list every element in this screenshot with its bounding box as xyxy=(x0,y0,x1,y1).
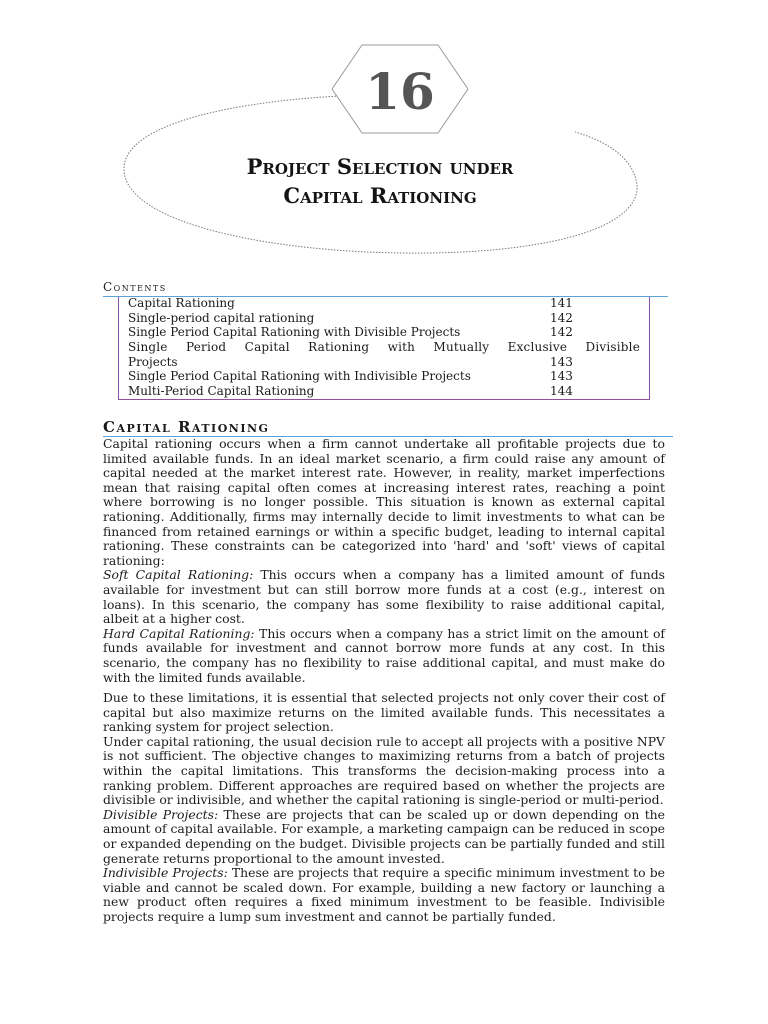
toc-item[interactable] xyxy=(128,296,643,310)
toc-item-page: 143 xyxy=(550,369,573,383)
term-hard-rationing: Hard Capital Rationing: xyxy=(103,625,255,641)
definition-divisible: These are projects that can be scaled up or down depending on the amount of capital available. For example, a marketing campaign can be reduced in scope or expanded depending on the budget. Divisible projects can be partially funded and still generate returns proportional to the amount invested. xyxy=(103,806,665,866)
paragraph-intro: Capital rationing occurs when a firm cannot undertake all profitable projects due to limited available funds. In an ideal market scenario, a firm could raise any amount of capital needed at the market interest rate. However, in reality, market imperfections mean that raising capital often comes at increasing interest rates, reaching a point where borrowing is no longer possible. This situation is known as external capital rationing. Additionally, firms may internally decide to limit investments to what can be financed from retained earnings or within a specific budget, leading to internal capital rationing. These constraints can be categorized into 'hard' and 'soft' views of capital rationing: xyxy=(103,436,665,568)
term-divisible: Divisible Projects: xyxy=(103,806,219,822)
toc-item-title-continued: Projects xyxy=(128,355,178,369)
toc-item-title: Capital Rationing xyxy=(128,296,235,310)
toc-item[interactable] xyxy=(128,311,643,325)
toc-item-continued[interactable] xyxy=(128,355,643,369)
definition-indivisible: These are projects that require a specific minimum investment to be viable and cannot be scaled down. For example, building a new factory or launching a new product often requires a fixed minimum investment to be feasible. Indivisible projects require a lump sum investment and cannot be partially funded. xyxy=(103,865,665,924)
paragraph-limitations: Due to these limitations, it is essential that selected projects not only cover their cost of capital but also maximize returns on the limited available funds. This necessitates a ranking system for project selection. xyxy=(103,690,665,735)
paragraph-hard-rationing xyxy=(103,627,665,685)
toc-item[interactable] xyxy=(128,384,643,398)
chapter-header-decoration xyxy=(0,0,768,300)
toc-item-title: Single-period capital rationing xyxy=(128,311,315,325)
toc-item-page: 143 xyxy=(550,355,573,369)
toc-item-title: Single Period Capital Rationing with Indivisible Projects xyxy=(128,369,471,383)
toc-item[interactable] xyxy=(128,340,643,354)
paragraph-soft-rationing xyxy=(103,568,665,626)
toc-item-title: Multi-Period Capital Rationing xyxy=(128,384,315,398)
contents-heading: Contents xyxy=(103,280,167,294)
paragraph-divisible xyxy=(103,808,665,866)
definition-soft-rationing: This occurs when a company has a limited amount of funds available for investment but can still borrow more funds at a cost (e.g., interest on loans). In this scenario, the company has some flexibility to raise additional capital, albeit at a higher cost. xyxy=(103,567,665,627)
paragraph-decision-rule: Under capital rationing, the usual decision rule to accept all projects with a positive NPV is not sufficient. The objective changes to maximizing returns from a batch of projects within the capital limitations. This transforms the decision-making process into a ranking problem. Different approaches are required based on whether the projects are divisible or indivisible, and whether the capital rationing is single-period or multi-period. xyxy=(103,733,665,808)
term-indivisible: Indivisible Projects: xyxy=(103,865,228,881)
toc-item-page: 142 xyxy=(550,325,573,339)
section-body xyxy=(103,437,665,925)
toc-item[interactable] xyxy=(128,325,643,339)
toc-item-page: 141 xyxy=(550,296,573,310)
paragraph-indivisible xyxy=(103,866,665,924)
chapter-title xyxy=(150,152,610,210)
term-soft-rationing: Soft Capital Rationing: xyxy=(103,567,254,583)
chapter-title-line-2: Capital Rationing xyxy=(283,183,477,208)
chapter-number: 16 xyxy=(365,62,435,121)
toc-item[interactable] xyxy=(128,369,643,383)
section-heading: Capital Rationing xyxy=(103,418,270,436)
toc-item-title: Single Period Capital Rationing with Divisible Projects xyxy=(128,325,461,339)
definition-hard-rationing: This occurs when a company has a strict limit on the amount of funds available for investment and cannot borrow more funds at any cost. In this scenario, the company has no flexibility to raise additional capital, and must make do with the limited funds available. xyxy=(103,625,666,685)
toc-item-page: 142 xyxy=(550,311,573,325)
toc-item-page: 144 xyxy=(550,384,573,398)
toc-item-title: Single Period Capital Rationing with Mutually Exclusive Divisible xyxy=(128,340,640,354)
chapter-title-line-1: Project Selection under xyxy=(246,154,514,179)
